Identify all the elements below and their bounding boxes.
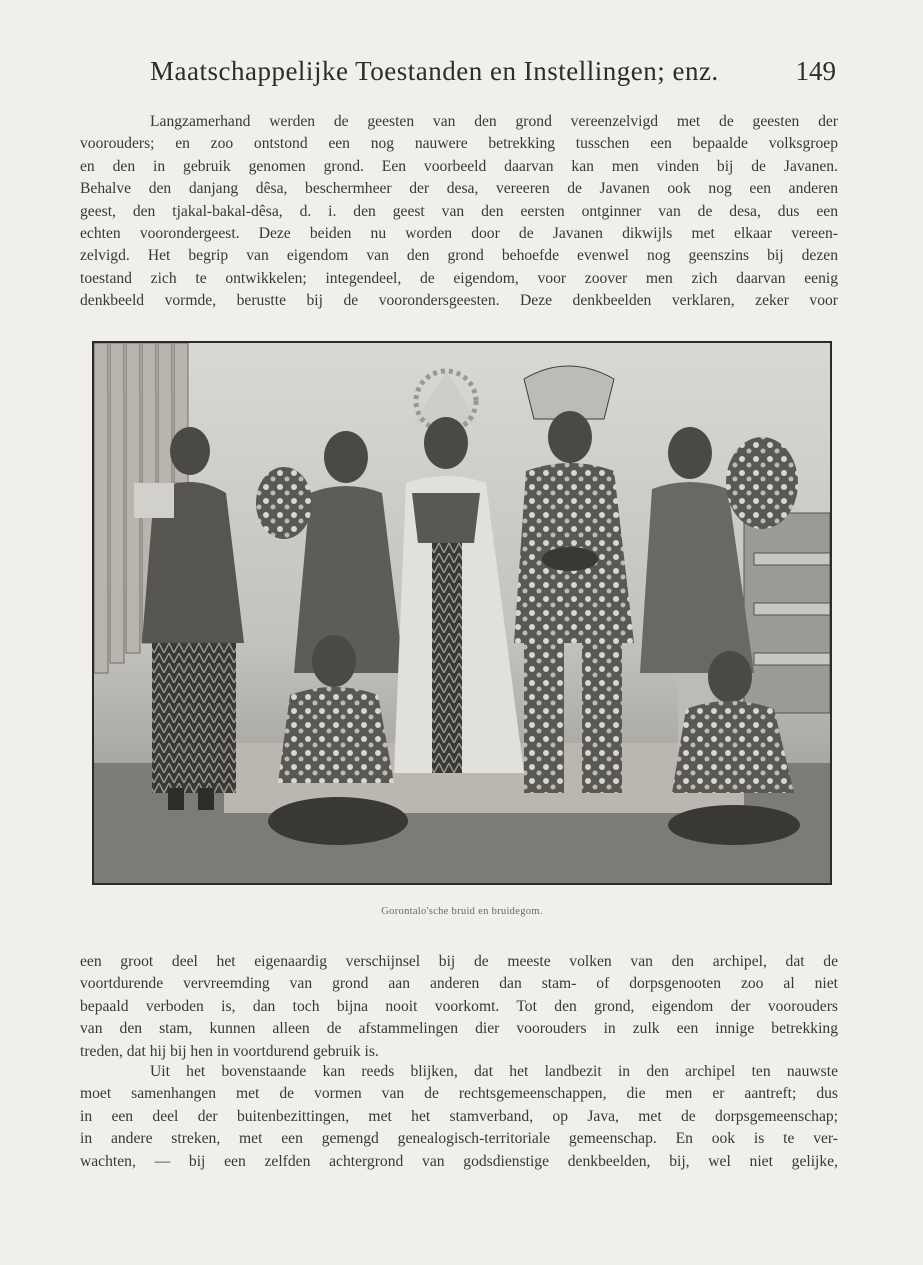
text-line: Uit het bovenstaande kan reeds blijken, dat het landbezit in den archipel ten nauwste — [150, 1063, 838, 1080]
photograph-image — [94, 343, 830, 883]
page-header — [150, 56, 840, 96]
figure-caption: Gorontalo'sche bruid en bruidegom. — [381, 906, 543, 917]
text-line: geest, den tjakal-bakal-dêsa, d. i. den geest van den eersten ontginner van de desa, dus een — [80, 202, 838, 220]
text-line: toestand zich te ontwikkelen; integendeel, de eigendom, voor zoover men zich daarvan eenig — [80, 269, 838, 287]
text-line: en den in gebruik genomen grond. Een voorbeeld daarvan kan men vinden bij de Javanen. — [80, 157, 838, 175]
text-line: Langzamerhand werden de geesten van den grond vereenzelvigd met de geesten der — [150, 113, 838, 130]
text-line: zelvigd. Het begrip van eigendom van den grond behoefde evenwel nog geenszins bij dezen — [80, 247, 838, 265]
text-line: moet samenhangen met de vormen van de rechtsgemeenschappen, die men er aantreft; dus — [80, 1085, 838, 1103]
text-line: in andere streken, met een gemengd genealogisch-territoriale gemeenschap. En ook is te ver- — [80, 1130, 838, 1148]
text-line: echten voorondergeest. Deze beiden nu worden door de Javanen dikwijls met elkaar vereen- — [80, 225, 838, 243]
text-line: in een deel der buitenbezittingen, met het stamverband, op Java, met de dorpsgemeenschap; — [80, 1107, 838, 1125]
running-title: Maatschappelijke Toestanden en Instellingen; enz. — [150, 56, 719, 86]
text-line: bepaald verboden is, dan toch bijna nooit voorkomt. Tot den grond, eigendom der voorouders — [80, 997, 838, 1015]
paragraph-1 — [80, 111, 838, 313]
text-line: een groot deel het eigenaardig verschijnsel bij de meeste volken van den archipel, dat de — [80, 953, 838, 970]
page-number: 149 — [795, 56, 836, 86]
paragraph-2 — [80, 951, 838, 1063]
text-line: Behalve den danjang dêsa, beschermheer der desa, vereeren de Javanen ook nog een anderen — [80, 180, 838, 198]
text-line: wachten, — bij een zelfden achtergrond van godsdienstige denkbeelden, bij, wel niet gelijke, — [80, 1152, 838, 1170]
text-line: denkbeeld vormde, berustte bij de voorondersgeesten. Deze denkbeelden verklaren, zeker voor — [80, 292, 838, 310]
text-line: treden, dat hij bij hen in voortdurend gebruik is. — [80, 1042, 379, 1060]
paragraph-3 — [80, 1061, 838, 1173]
photograph-figure — [92, 341, 832, 885]
text-line: voortdurende vervreemding van grond aan anderen dan stam- of dorpsgenooten zoo al niet — [80, 975, 838, 993]
text-line: voorouders; en zoo ontstond een nog nauwere betrekking tusschen een bepaalde volksgroep — [80, 135, 838, 153]
text-line: van den stam, kunnen alleen de afstammelingen dier voorouders in zulk een innige betrekking — [80, 1020, 838, 1038]
